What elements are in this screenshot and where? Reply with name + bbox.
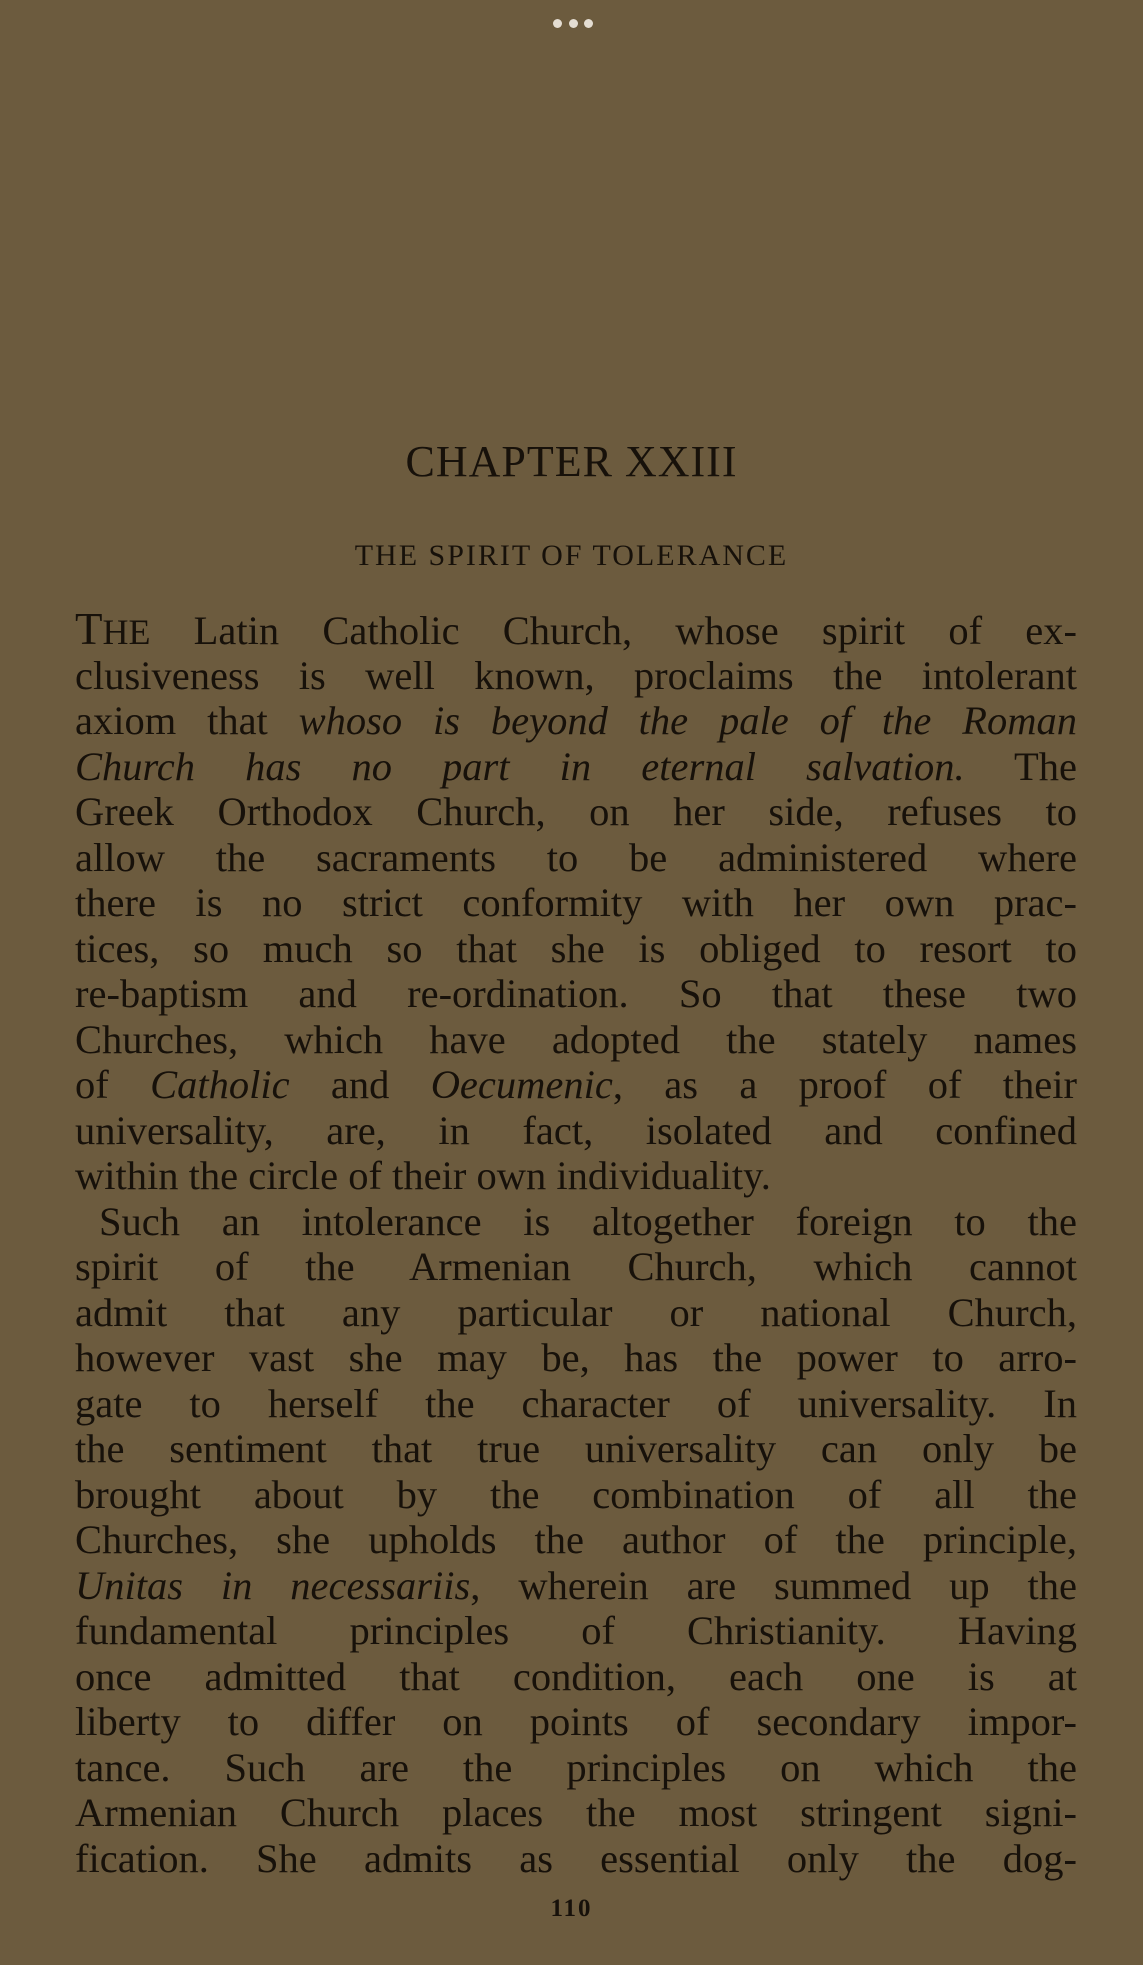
chapter-subtitle: THE SPIRIT OF TOLERANCE — [354, 539, 789, 572]
text-segment: The — [964, 743, 1077, 789]
text-line — [75, 1062, 1077, 1108]
drop-initial: T — [75, 604, 103, 654]
chapter-title: CHAPTER XXIII — [405, 437, 738, 486]
text-line: fundamental principles of Christianity. Having — [75, 1608, 1077, 1653]
italic-segment: Oecumenic — [430, 1062, 613, 1107]
text-line — [75, 604, 1077, 654]
text-segment: of — [75, 1062, 151, 1107]
text-line — [75, 744, 1077, 790]
dot — [584, 19, 593, 28]
text-segment: Latin Catholic Church, whose spirit of ex- — [150, 608, 1077, 653]
dot — [553, 19, 562, 28]
text-line: however vast she may be, has the power to arro- — [75, 1335, 1077, 1380]
text-line — [75, 698, 1077, 744]
text-line: the sentiment that true universality can only be — [75, 1426, 1077, 1471]
italic-segment: Catholic — [150, 1062, 290, 1107]
page-number: 110 — [550, 1895, 593, 1922]
text-line: once admitted that condition, each one is at — [75, 1653, 1077, 1699]
text-line: tices, so much so that she is obliged to resort to — [75, 925, 1077, 971]
more-options-icon[interactable] — [553, 17, 593, 29]
text-line: spirit of the Armenian Church, which cannot — [75, 1244, 1077, 1289]
text-line: brought about by the combination of all the — [75, 1471, 1077, 1517]
text-line: Armenian Church places the most stringent signi- — [75, 1790, 1077, 1835]
italic-segment: Unitas in necessariis — [75, 1562, 471, 1608]
text-line: Churches, which have adopted the stately names — [75, 1016, 1077, 1062]
text-segment: and — [289, 1062, 431, 1107]
text-segment: axiom that — [75, 698, 299, 743]
small-caps-word: HE — [102, 612, 151, 652]
text-line: within the circle of their own individuality. — [75, 1153, 771, 1198]
italic-segment: whoso is beyond the pale of the Roman — [298, 698, 1077, 743]
text-line: liberty to differ on points of secondary impor- — [75, 1699, 1077, 1744]
text-line: Greek Orthodox Church, on her side, refuses to — [75, 789, 1077, 834]
text-line: admit that any particular or national Church, — [75, 1289, 1077, 1335]
text-line: clusiveness is well known, proclaims the intolerant — [75, 652, 1077, 698]
text-line: tance. Such are the principles on which the — [75, 1744, 1077, 1790]
text-line: re-baptism and re-ordination. So that these two — [75, 971, 1077, 1016]
text-line: Such an intolerance is altogether foreign to the — [99, 1198, 1077, 1244]
text-line: Churches, she upholds the author of the principle, — [75, 1517, 1077, 1562]
text-line: allow the sacraments to be administered where — [75, 834, 1077, 880]
chapter-body — [75, 604, 1077, 1881]
text-line: fication. She admits as essential only the dog- — [75, 1835, 1077, 1881]
text-segment: , as a proof of their — [612, 1062, 1077, 1107]
text-line: gate to herself the character of universality. In — [75, 1380, 1077, 1426]
dot — [569, 19, 578, 28]
text-segment: , wherein are summed up the — [470, 1562, 1077, 1608]
text-line: there is no strict conformity with her own prac- — [75, 880, 1077, 925]
text-line — [75, 1563, 1077, 1609]
italic-segment: Church has no part in eternal salvation. — [75, 743, 965, 789]
text-line: universality, are, in fact, isolated and confined — [75, 1107, 1077, 1153]
